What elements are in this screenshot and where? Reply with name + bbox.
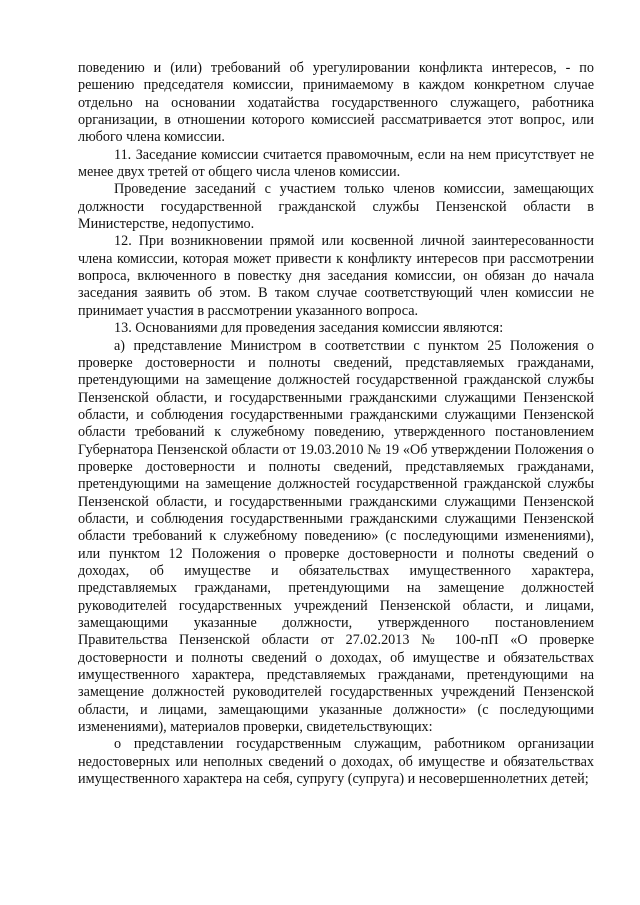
paragraph-continuation: поведению и (или) требований об урегулировании конфликта интересов, - по решению председателя комиссии, принимаемому в каждом конкретном случае отдельно на основании ходатайства государственного служащего, работника организации, в отношении которого комиссией рассматривается этот вопрос, или любого члена комиссии. [78, 60, 594, 146]
paragraph-item-13a: а) представление Министром в соответствии с пунктом 25 Положения о проверке достоверности и полноты сведений, представляемых гражданами, претендующими на замещение должностей государственной гражданской службы Пензенской области, и государственными гражданскими служащими Пензенской области, и соблюдения государственными гражданскими служащими Пензенской области требований к служебному поведению, утвержденного постановлением Губернатора Пензенской области от 19.03.2010 № 19 «Об утверждении Положения о проверке достоверности и полноты сведений, представляемых гражданами, претендующими на замещение должностей государственной гражданской службы Пензенской области, и государственными гражданскими служащими Пензенской области, и соблюдения государственными гражданскими служащими Пензенской области требований к служебному поведению» (с последующими изменениями), или пунктом 12 Положения о проверке достоверности и полноты сведений о доходах, об имуществе и обязательствах имущественного характера, представляемых гражданами, претендующими на замещение должностей руководителей государственных учреждений Пензенской области, и лицами, замещающими указанные должности, утвержденного постановлением Правительства Пензенской области от 27.02.2013 № 100-пП «О проверке достоверности и полноты сведений о доходах, об имуществе и обязательствах имущественного характера, представляемых гражданами, претендующими на замещение должностей руководителей государственных учреждений Пензенской области, и лицами, замещающими указанные должности» (с последующими изменениями), материалов проверки, свидетельствующих: [78, 337, 594, 736]
paragraph-item-11: 11. Заседание комиссии считается правомочным, если на нем присутствует не менее двух третей от общего числа членов комиссии. [78, 146, 594, 181]
document-page [78, 60, 594, 788]
paragraph-item-12: 12. При возникновении прямой или косвенной личной заинтересованности члена комиссии, которая может привести к конфликту интересов при рассмотрении вопроса, включенного в повестку дня заседания комиссии, он обязан до начала заседания заявить об этом. В таком случае соответствующий член комиссии не принимает участия в рассмотрении указанного вопроса. [78, 233, 594, 319]
paragraph-item-13: 13. Основаниями для проведения заседания комиссии являются: [114, 320, 504, 337]
paragraph-meetings: Проведение заседаний с участием только членов комиссии, замещающих должности государственной гражданской службы Пензенской области в Министерстве, недопустимо. [78, 181, 594, 233]
paragraph-item-13a-sub: о представлении государственным служащим, работником организации недостоверных или неполных сведений о доходах, об имуществе и обязательствах имущественного характера на себя, супругу (супруга) и несовершеннолетних детей; [78, 736, 594, 788]
